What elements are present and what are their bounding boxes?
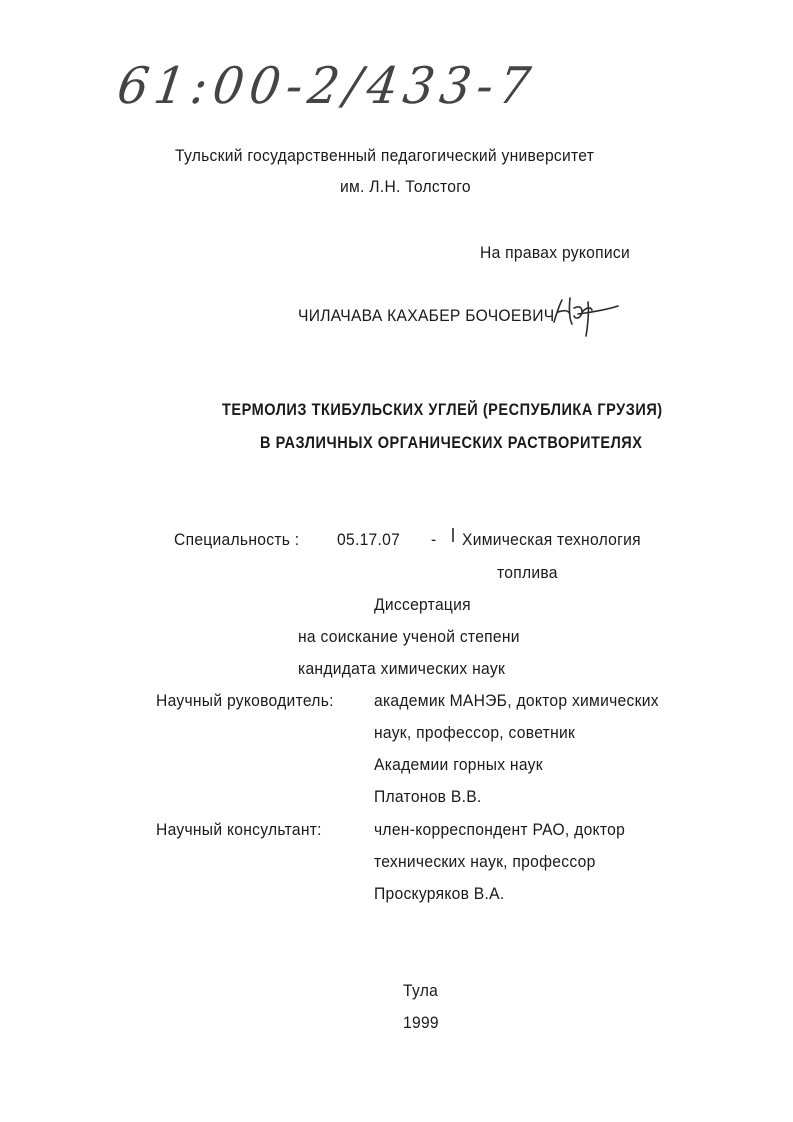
scan-speck	[452, 528, 454, 542]
supervisor-name: Платонов В.В.	[374, 787, 482, 806]
handwritten-archive-number: 61:00-2/433-7	[113, 56, 540, 116]
specialty-label: Специальность :	[174, 530, 300, 549]
specialty-name-line-1: Химическая технология	[462, 530, 641, 549]
manuscript-rights-note: На правах рукописи	[480, 243, 631, 262]
author-signature-icon	[548, 292, 620, 338]
dissertation-label: Диссертация	[374, 595, 471, 614]
specialty-dash: -	[431, 530, 437, 549]
year: 1999	[403, 1013, 439, 1032]
consultant-line-2: технических наук, профессор	[374, 852, 596, 871]
consultant-line-1: член-корреспондент РАО, доктор	[374, 820, 626, 839]
university-named-after: им. Л.Н. Толстого	[340, 177, 471, 196]
thesis-title-line-2: В РАЗЛИЧНЫХ ОРГАНИЧЕСКИХ РАСТВОРИТЕЛЯХ	[260, 434, 643, 452]
degree-line-1: на соискание ученой степени	[298, 627, 520, 646]
supervisor-line-3: Академии горных наук	[374, 755, 543, 774]
specialty-code: 05.17.07	[337, 530, 401, 549]
supervisor-label: Научный руководитель:	[156, 691, 334, 710]
degree-line-2: кандидата химических наук	[298, 659, 506, 678]
consultant-name: Проскуряков В.А.	[374, 884, 505, 903]
city: Тула	[403, 981, 439, 1000]
consultant-label: Научный консультант:	[156, 820, 322, 839]
supervisor-line-2: наук, профессор, советник	[374, 723, 576, 742]
thesis-title-line-1: ТЕРМОЛИЗ ТКИБУЛЬСКИХ УГЛЕЙ (РЕСПУБЛИКА ГРУЗИЯ)	[222, 401, 663, 419]
author-name: ЧИЛАЧАВА КАХАБЕР БОЧОЕВИЧ	[298, 306, 555, 325]
specialty-name-line-2: топлива	[497, 563, 558, 582]
supervisor-line-1: академик МАНЭБ, доктор химических	[374, 691, 659, 710]
university-name: Тульский государственный педагогический университет	[175, 146, 595, 165]
